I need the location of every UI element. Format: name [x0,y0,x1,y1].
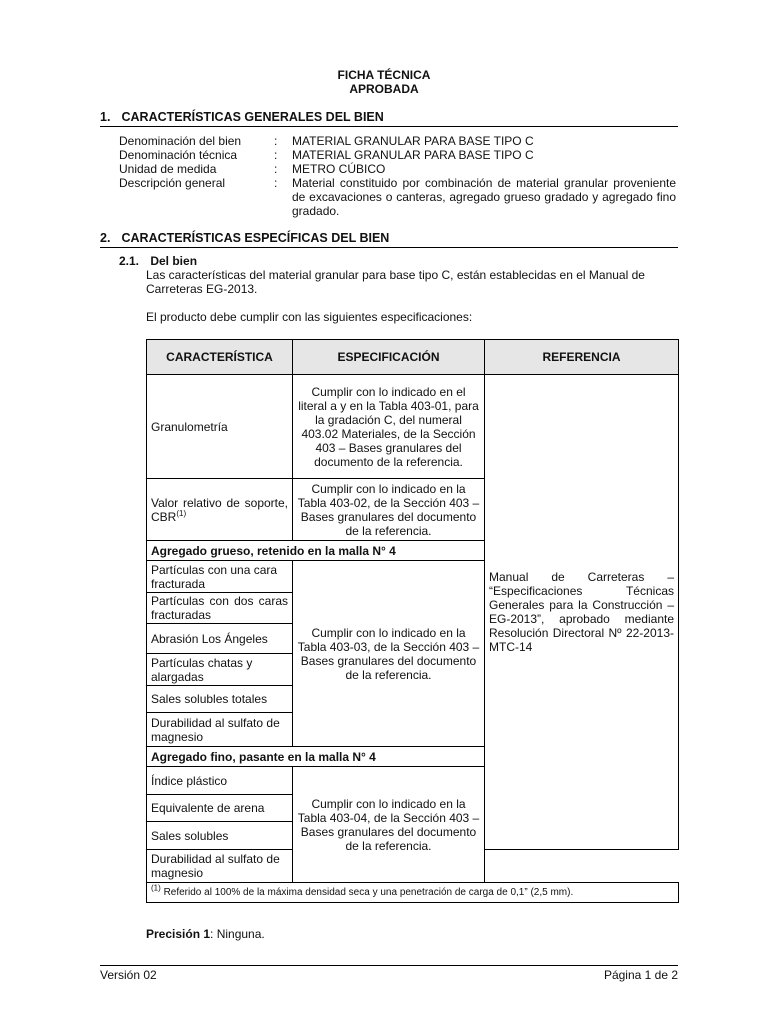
footer-page-number: Página 1 de 2 [603,968,678,982]
footer-divider [100,965,678,966]
fino-item: Equivalente de arena [147,795,293,822]
reference-cell: Manual de Carreteras – “Especificaciones Técnicas Generales para la Construcción – EG-2013”, aprobado mediante Resolución Directoral Nº 22-2013-MTC-14 [485,375,679,850]
header-especificacion: ESPECIFICACIÓN [293,340,485,375]
granulometria-spec: Cumplir con lo indicado en el literal a y en la Tabla 403-01, para la gradación C, del numeral 403.02 Materiales, de la Sección 403 – Bases granulares del documento de la referencia. [293,375,485,479]
title-line-1: FICHA TÉCNICA [337,68,431,82]
general-separator: : [274,134,278,148]
grueso-item: Durabilidad al sulfato de magnesio [147,713,293,747]
general-separator: : [274,176,278,190]
requirement-paragraph: El producto debe cumplir con las siguientes especificaciones: [146,310,473,324]
fino-item: Índice plástico [147,767,293,795]
precision-label: Precisión 1 [146,927,211,941]
header-referencia: REFERENCIA [485,340,679,375]
section-1-number: 1. [100,110,111,124]
header-caracteristica: CARACTERÍSTICA [147,340,293,375]
general-label: Unidad de medida [119,162,217,176]
general-value: METRO CÚBICO [292,162,386,176]
section-1-title: CARACTERÍSTICAS GENERALES DEL BIEN [121,110,384,124]
cbr-footnote-marker: (1) [176,508,187,518]
footnote-text: Referido al 100% de la máxima densidad seca y una penetración de carga de 0,1” (2,5 mm). [163,886,574,898]
footer-version: Versión 02 [100,968,157,982]
general-label: Denominación técnica [119,148,238,162]
granulometria-label: Granulometría [147,375,293,479]
precision-text: : Ninguna. [210,927,265,941]
general-label: Descripción general [119,176,226,190]
cbr-spec: Cumplir con lo indicado en la Tabla 403-02, de la Sección 403 – Bases granulares del documento de la referencia. [293,479,485,541]
subsection-number: 2.1. [119,254,140,268]
intro-paragraph: Las características del material granular para base tipo C, están establecidas en el Manual de Carreteras EG-2013. [146,268,645,296]
title-line-2: APROBADA [349,82,419,96]
precision-note [146,927,265,941]
document-title [0,68,768,96]
fino-spec: Cumplir con lo indicado en la Tabla 403-04, de la Sección 403 – Bases granulares del documento de la referencia. [293,767,485,883]
general-label: Denominación del bien [119,134,242,148]
subsection-title: Del bien [150,254,198,268]
general-separator: : [274,162,278,176]
fino-group-heading: Agregado fino, pasante en la malla N° 4 [147,747,485,767]
fino-item: Sales solubles [147,822,293,850]
cbr-label [147,479,293,541]
general-value: MATERIAL GRANULAR PARA BASE TIPO C [292,134,534,148]
general-value: Material constituido por combinación de material granular proveniente de excavaciones o canteras, agregado grueso gradado y agregado fino gradado. [292,176,676,218]
grueso-spec: Cumplir con lo indicado en la Tabla 403-03, de la Sección 403 – Bases granulares del documento de la referencia. [293,561,485,747]
footnote-marker: (1) [151,883,161,893]
fino-item: Durabilidad al sulfato de magnesio [147,850,293,883]
section-2-title: CARACTERÍSTICAS ESPECÍFICAS DEL BIEN [121,231,390,245]
grueso-item: Partículas con dos caras fracturadas [147,593,293,624]
cbr-label-text: Valor relativo de soporte, CBR [151,495,288,524]
specifications-table [146,339,679,903]
grueso-group-heading: Agregado grueso, retenido en la malla N° 4 [147,541,485,561]
general-separator: : [274,148,278,162]
subsection-heading [119,254,197,268]
grueso-item: Abrasión Los Ángeles [147,624,293,654]
grueso-item: Partículas chatas y alargadas [147,654,293,686]
section-1-heading [100,110,678,127]
grueso-item: Sales solubles totales [147,686,293,713]
general-value: MATERIAL GRANULAR PARA BASE TIPO C [292,148,534,162]
grueso-item: Partículas con una cara fracturada [147,561,293,593]
table-footnote [147,883,679,903]
section-2-number: 2. [100,231,111,245]
section-2-heading [100,231,678,248]
